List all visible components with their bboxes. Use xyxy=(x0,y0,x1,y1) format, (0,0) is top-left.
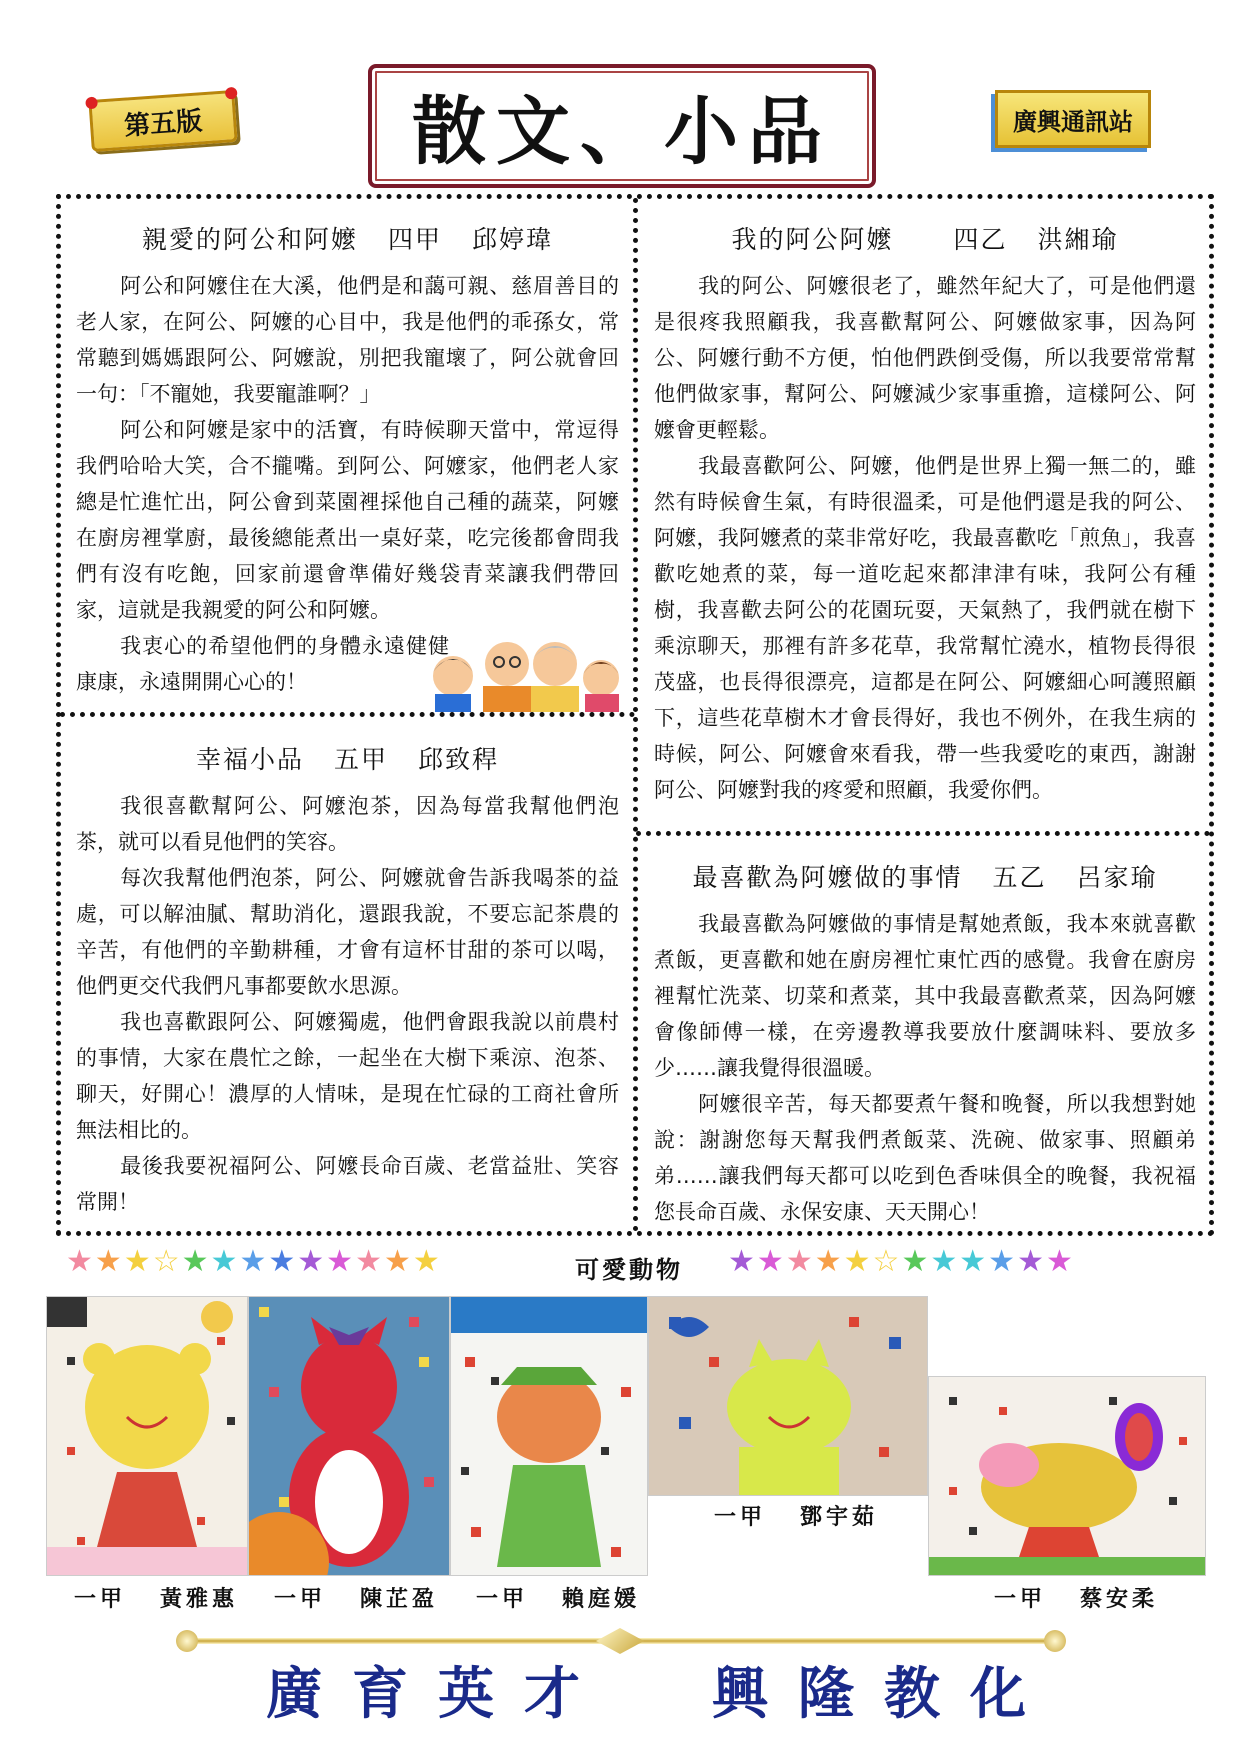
paragraph: 我最喜歡阿公、阿嬤，他們是世界上獨一無二的，雖然有時候會生氣，有時很溫柔，可是他們還是我的阿公、阿嬤，我阿嬤煮的菜非常好吃，我最喜歡吃「煎魚」，我喜歡吃她煮的菜，每一道吃起來都津津有味，我阿公有種樹，我喜歡去阿公的花園玩耍，天氣熱了，我們就在樹下乘涼聊天，那裡有許多花草，我常幫忙澆水，植物長得很茂盛，也長得很漂亮，這都是在阿公、阿嬤細心呵護照顧下，這些花草樹木才會長得好，我也不例外，在我生病的時候，阿公、阿嬤會來看我，帶一些我愛吃的東西，謝謝阿公、阿嬤對我的疼愛和照顧，我愛你們。 xyxy=(654,454,1196,802)
paragraph: 每次我幫他們泡茶，阿公、阿嬤就會告訴我喝茶的益處，可以解油膩、幫助消化，還跟我說，不要忘記茶農的辛苦，有他們的辛勤耕種，才會有這杯甘甜的茶可以喝，他們更交代我們凡事都要飲水思源。 xyxy=(76,866,619,998)
caption-name: 黃雅惠 xyxy=(160,1586,239,1612)
caption-3 xyxy=(476,1582,640,1613)
mosaic-bear-image xyxy=(47,1297,247,1575)
artwork-bird xyxy=(928,1376,1206,1576)
right-row-divider xyxy=(636,831,1210,836)
paragraph: 阿公和阿嬤是家中的活寶，有時候聊天當中，常逗得我們哈哈大笑，合不攏嘴。到阿公、阿嬤家，他們老人家總是忙進忙出，阿公會到菜園裡採他自己種的蔬菜，阿嬤在廚房裡掌廚，最後總能煮出一桌好菜，吃完後都會問我們有沒有吃飽，回家前還會準備好幾袋青菜讓我們帶回家，這就是我親愛的阿公和阿嬤。 xyxy=(76,418,619,622)
caption-name: 蔡安柔 xyxy=(1080,1586,1159,1612)
paragraph: 我的阿公、阿嬤很老了，雖然年紀大了，可是他們還是很疼我照顧我，我喜歡幫阿公、阿嬤做家事，因為阿公、阿嬤行動不方便，怕他們跌倒受傷，所以我要常常幫他們做家事，幫阿公、阿嬤減少家事重擔，這樣阿公、阿嬤會更輕鬆。 xyxy=(654,274,1196,442)
mosaic-green-bear-image xyxy=(451,1297,647,1575)
caption-name: 陳芷盈 xyxy=(360,1586,439,1612)
article-class: 五乙 xyxy=(992,863,1047,892)
motto-right: 興隆教化 xyxy=(712,1661,1056,1727)
caption-1 xyxy=(74,1582,238,1613)
mosaic-bird-image xyxy=(929,1377,1205,1575)
left-row-divider xyxy=(60,712,635,717)
artwork-frog xyxy=(648,1296,928,1496)
article-author: 邱婷瑋 xyxy=(472,225,554,254)
article-title-text: 我的阿公阿嬤 xyxy=(731,225,894,254)
caption-class: 一甲 xyxy=(476,1586,529,1612)
caption-name: 鄧宇茹 xyxy=(800,1504,879,1530)
artwork-cat xyxy=(248,1296,450,1576)
caption-4 xyxy=(714,1500,878,1531)
article-title xyxy=(654,220,1196,256)
article-title-text: 最喜歡為阿嬤做的事情 xyxy=(692,863,963,892)
edition-badge: 第五版 xyxy=(88,90,237,152)
article-class: 四乙 xyxy=(953,225,1008,254)
paragraph: 我衷心的希望他們的身體永遠健健康康，永遠開開心心的！ xyxy=(76,634,449,694)
page-title: 散文、小品 xyxy=(368,64,876,188)
artwork-bear xyxy=(46,1296,248,1576)
caption-class: 一甲 xyxy=(994,1586,1047,1612)
caption-class: 一甲 xyxy=(714,1504,767,1530)
article-my-grandparents xyxy=(638,200,1210,828)
mosaic-cat-image xyxy=(249,1297,449,1575)
paragraph: 我也喜歡跟阿公、阿嬤獨處，他們會跟我說以前農村的事情，大家在農忙之餘，一起坐在大樹下乘涼、泡茶、聊天，好開心！濃厚的人情味，是現在忙碌的工商社會所無法相比的。 xyxy=(76,1010,619,1142)
caption-5 xyxy=(994,1582,1158,1613)
paragraph: 最後我要祝福阿公、阿嬤長命百歲、老當益壯、笑容常開！ xyxy=(76,1154,619,1214)
article-class: 五甲 xyxy=(333,745,388,774)
article-title xyxy=(76,220,619,256)
artwork-bear-green xyxy=(450,1296,648,1576)
paragraph: 阿公和阿嬤住在大溪，他們是和藹可親、慈眉善目的老人家，在阿公、阿嬤的心目中，我是他們的乖孫女，常常聽到媽媽跟阿公、阿嬤說，別把我寵壞了，阿公就會回一句：「不寵她，我要寵誰啊？」 xyxy=(76,274,619,406)
star-border-left: ★★★☆★★★★★★★★★ xyxy=(66,1244,442,1279)
motto-left: 廣育英才 xyxy=(266,1661,610,1727)
article-title-text: 幸福小品 xyxy=(195,745,304,774)
star-border-right: ★★★★★☆★★★★★★ xyxy=(728,1244,1075,1279)
article-author: 洪緗瑜 xyxy=(1037,225,1119,254)
article-title xyxy=(654,858,1196,894)
caption-2 xyxy=(274,1582,438,1613)
family-clipart xyxy=(425,628,625,712)
paragraph: 我很喜歡幫阿公、阿嬤泡茶，因為每當我幫他們泡茶，就可以看見他們的笑容。 xyxy=(76,794,619,854)
caption-name: 賴庭媛 xyxy=(562,1586,641,1612)
article-author: 邱致稈 xyxy=(418,745,500,774)
paragraph: 我最喜歡為阿嬤做的事情是幫她煮飯，我本來就喜歡煮飯，更喜歡和她在廚房裡忙東忙西的感覺。我會在廚房裡幫忙洗菜、切菜和煮菜，其中我最喜歡煮菜，因為阿嬤會像師傅一樣，在旁邊教導我要放什麼調味料、要放多少……讓我覺得很溫暖。 xyxy=(654,912,1196,1080)
newsletter-badge: 廣興通訊站 xyxy=(995,90,1151,148)
article-happiness xyxy=(60,718,633,1230)
article-title-text: 親愛的阿公和阿嬤 xyxy=(141,225,358,254)
article-title xyxy=(76,740,619,776)
caption-class: 一甲 xyxy=(274,1586,327,1612)
article-class: 四甲 xyxy=(387,225,442,254)
rod-knob-right xyxy=(1044,1630,1066,1652)
article-for-grandma xyxy=(638,838,1210,1230)
caption-class: 一甲 xyxy=(74,1586,127,1612)
mosaic-frog-image xyxy=(649,1297,927,1495)
gallery-title: 可愛動物 xyxy=(575,1255,683,1284)
rod-knob-left xyxy=(176,1630,198,1652)
paragraph: 阿嬤很辛苦，每天都要煮午餐和晚餐，所以我想對她說：謝謝您每天幫我們煮飯菜、洗碗、做家事、照顧弟弟……讓我們每天都可以吃到色香味俱全的晚餐，我祝福您長命百歲、永保安康、天天開心！ xyxy=(654,1092,1196,1224)
article-author: 呂家瑜 xyxy=(1076,863,1158,892)
